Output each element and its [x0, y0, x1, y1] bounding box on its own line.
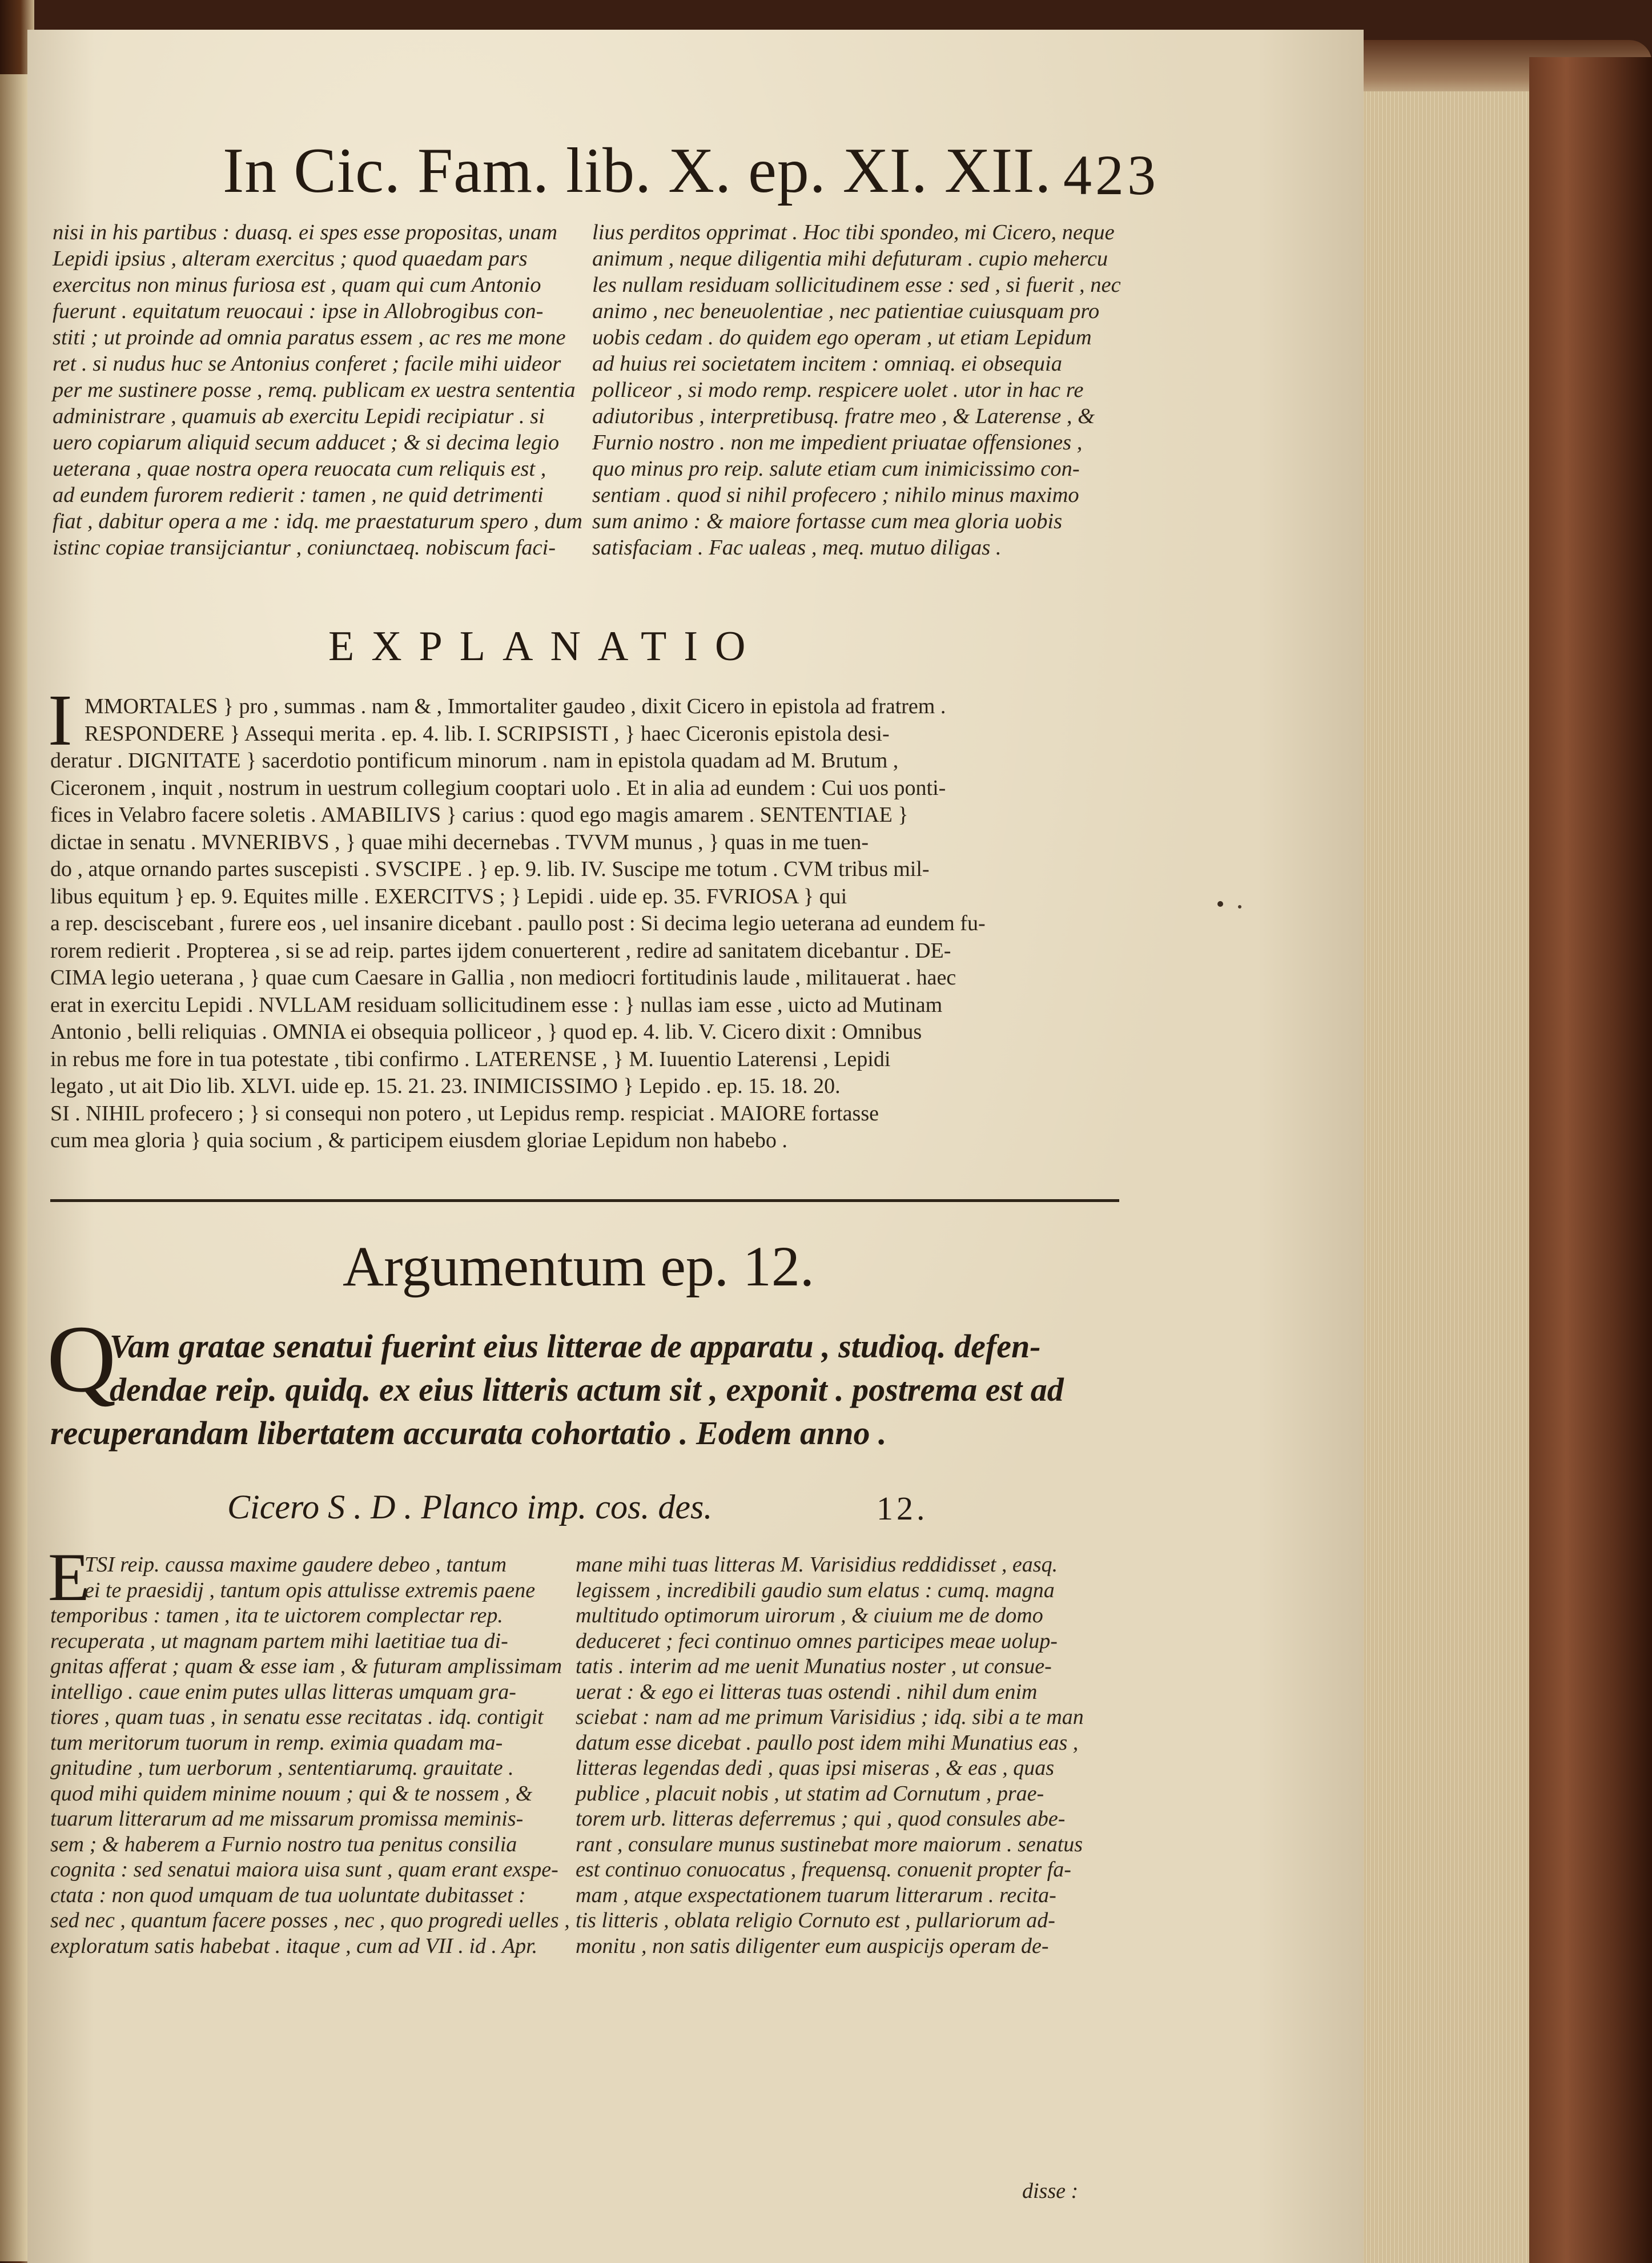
dropcap-letter: E: [48, 1539, 90, 1615]
text-line: CIMA legio ueterana , } quae cum Caesare in Gallia , non mediocri fortitudinis laude , militauerat . haec: [50, 966, 956, 990]
text-line: dendae reip. quidq. ex eius litteris actum sit , exponit . postrema est ad: [110, 1371, 1064, 1408]
text-line: temporibus : tamen , ita te uictorem complectar rep.: [50, 1603, 503, 1627]
text-line: erat in exercitu Lepidi . NVLLAM residuam sollicitudinem esse : } nullas iam esse , uicto ad Mutinam: [50, 992, 943, 1017]
text-line: cum mea gloria } quia socium , & participem eiusdem gloriae Lepidum non habebo .: [50, 1128, 787, 1152]
section-divider: [50, 1199, 1119, 1202]
text-line: uobis cedam . do quidem ego operam , ut etiam Lepidum: [592, 325, 1092, 349]
text-line: fiat , dabitur opera a me : idq. me praestaturum spero , dum: [53, 509, 582, 533]
text-line: intelligo . caue enim putes ullas litteras umquam gra-: [50, 1679, 516, 1704]
text-line: Lepidi ipsius , alteram exercitus ; quod quaedam pars: [53, 247, 528, 271]
text-line: ueterana , quae nostra opera reuocata cum reliquis est ,: [53, 457, 546, 481]
letter-number: 12.: [877, 1490, 929, 1527]
text-line: animo , nec beneuolentiae , nec patientiae cuiusquam pro: [592, 299, 1100, 323]
text-line: satisfaciam . Fac ualeas , meq. mutuo diligas .: [592, 536, 1002, 560]
text-line: cognita : sed senatui maiora uisa sunt , quam erant exspe-: [50, 1858, 558, 1882]
text-line: uero copiarum aliquid secum adducet ; & si decima legio: [53, 431, 560, 455]
text-line: quo minus pro reip. salute etiam cum inimicissimo con-: [592, 457, 1080, 481]
text-line: Ciceronem , inquit , nostrum in uestrum collegium cooptari uolo . Et in alia ad eundem : Cui uos ponti-: [50, 775, 946, 800]
text-line: ad huius rei societatem incitem : omniaq. ei obsequia: [592, 352, 1062, 376]
explanatio-body: [50, 693, 1138, 1155]
text-line: istinc copiae transijciantur , coniunctaeq. nobiscum faci-: [53, 536, 556, 560]
text-line: monitu , non satis diligenter eum auspicijs operam de-: [576, 1934, 1049, 1958]
text-line: legissem , incredibili gaudio sum elatus : cumq. magna: [576, 1578, 1055, 1602]
text-line: Furnio nostro . non me impedient priuatae offensiones ,: [592, 431, 1083, 455]
text-line: torem urb. litteras deferremus ; qui , quod consules abe-: [576, 1807, 1066, 1831]
text-line: Vam gratae senatui fuerint eius litterae de apparatu , studioq. defen-: [110, 1328, 1041, 1365]
section-heading-explanatio: EXPLANATIO: [328, 623, 763, 670]
page-fore-edge: [1364, 91, 1529, 2263]
text-line: ret . si nudus huc se Antonius conferet ; facile mihi uideor: [53, 352, 561, 376]
text-line: rant , consulare munus sustinebat more maiorum . senatus: [576, 1832, 1083, 1856]
text-line: exploratum satis habebat . itaque , cum ad VII . id . Apr.: [50, 1934, 538, 1958]
text-line: multitudo optimorum uirorum , & ciuium me de domo: [576, 1603, 1043, 1627]
text-line: rorem redierit . Propterea , si se ad reip. partes ijdem conuerterent , redire ad sanitatem dicebantur . DE-: [50, 938, 951, 963]
text-line: publice , placuit nobis , ut statim ad Cornutum , prae-: [576, 1781, 1044, 1806]
running-head: In Cic. Fam. lib. X. ep. XI. XII.: [223, 135, 1052, 206]
page-number: 423: [1063, 143, 1159, 207]
text-line: fuerunt . equitatum reuocaui : ipse in Allobrogibus con-: [53, 299, 544, 323]
text-line: libus equitum } ep. 9. Equites mille . EXERCITVS ; } Lepidi . uide ep. 35. FVRIOSA } qui: [50, 884, 847, 909]
text-line: administrare , quamuis ab exercitu Lepidi recipiatur . si: [53, 404, 545, 428]
text-line: sum animo : & maiore fortasse cum mea gloria uobis: [592, 509, 1063, 533]
text-line: recuperata , ut magnam partem mihi laetitiae tua di-: [50, 1629, 508, 1653]
text-line: in rebus me fore in tua potestate , tibi confirmo . LATERENSE , } M. Iuuentio Laterensi , Lepidi: [50, 1047, 891, 1071]
text-line: tiores , quam tuas , in senatu esse recitatas . idq. contigit: [50, 1705, 544, 1729]
catchword: disse :: [1022, 2179, 1079, 2203]
ink-spot: [1217, 901, 1223, 907]
text-line: les nullam residuam sollicitudinem esse : sed , si fuerit , nec: [592, 273, 1121, 297]
text-line: ctata : non quod umquam de tua uoluntate dubitasset :: [50, 1883, 526, 1907]
text-line: TSI reip. caussa maxime gaudere debeo , tantum: [85, 1553, 507, 1577]
text-line: nisi in his partibus : duasq. ei spes esse propositas, unam: [53, 220, 558, 244]
text-line: SI . NIHIL profecero ; } si consequi non potero , ut Lepidus remp. respiciat . MAIORE fortasse: [50, 1101, 879, 1126]
text-line: tum meritorum tuorum in remp. eximia quadam ma-: [50, 1730, 503, 1755]
text-line: sentiam . quod si nihil profecero ; nihilo minus maximo: [592, 483, 1079, 507]
letter-right-column: [576, 1552, 1124, 1959]
text-line: dictae in senatu . MVNERIBVS , } quae mihi decernebas . TVVM munus , } quas in me tuen-: [50, 830, 869, 854]
text-line: ad eundem furorem redierit : tamen , ne quid detrimenti: [53, 483, 544, 507]
book-cover-right: [1529, 57, 1652, 2263]
dropcap-argument: Q: [47, 1306, 116, 1412]
text-line: RESPONDERE } Assequi merita . ep. 4. lib. I. SCRIPSISTI , } haec Ciceronis epistola desi-: [85, 721, 890, 746]
text-line: tis litteris , oblata religio Cornuto est , pullariorum ad-: [576, 1908, 1055, 1932]
argument-body: [50, 1325, 1135, 1455]
letter-salutation: Cicero S . D . Planco imp. cos. des.: [227, 1488, 713, 1526]
text-line: legato , ut ait Dio lib. XLVI. uide ep. 15. 21. 23. INIMICISSIMO } Lepido . ep. 15. 18. 20.: [50, 1074, 841, 1098]
text-line: gnitas afferat ; quam & esse iam , & futuram amplissimam: [50, 1654, 562, 1678]
text-line: fices in Velabro facere soletis . AMABILIVS } carius : quod ego magis amarem . SENTENTIAE }: [50, 803, 909, 827]
text-line: do , atque ornando partes suscepisti . SVSCIPE . } ep. 9. lib. IV. Suscipe me totum . CVM tribus mil-: [50, 857, 930, 881]
text-line: lius perditos opprimat . Hoc tibi spondeo, mi Cicero, neque: [592, 220, 1115, 244]
text-line: adiutoribus , interpretibusq. fratre meo , & Laterense , &: [592, 404, 1095, 428]
text-line: datum esse dicebat . paullo post idem mihi Munatius eas ,: [576, 1730, 1079, 1755]
facing-page-edge: [0, 74, 27, 2261]
text-line: tatis . interim ad me uenit Munatius noster , ut consue-: [576, 1654, 1052, 1678]
text-line: sem ; & haberem a Furnio nostro tua penitus consilia: [50, 1832, 517, 1856]
ink-spot: [1238, 905, 1241, 909]
letter-left-column: [50, 1552, 570, 1959]
text-line: deratur . DIGNITATE } sacerdotio pontificum minorum . nam in epistola quadam ad M. Brutum ,: [50, 749, 899, 773]
text-line: stiti ; ut proinde ad omnia paratus essem , ac res me mone: [53, 325, 566, 349]
text-line: mam , atque exspectationem tuarum litterarum . recita-: [576, 1883, 1056, 1907]
text-line: sed nec , quantum facere posses , nec , quo progredi uelles ,: [50, 1908, 570, 1932]
text-line: gnitudine , tum uerborum , sententiarumq. grauitate .: [50, 1756, 514, 1780]
page-header: [223, 134, 1159, 208]
text-line: litteras legendas dedi , quas ipsi miseras , & eas , quas: [576, 1756, 1055, 1780]
text-line: animum , neque diligentia mihi defuturam . cupio mehercu: [592, 247, 1108, 271]
top-right-column: [592, 219, 1129, 561]
text-line: per me sustinere posse , remq. publicam ex uestra sententia: [53, 378, 576, 402]
text-line: recuperandam libertatem accurata cohortatio . Eodem anno .: [50, 1414, 887, 1452]
text-line: exercitus non minus furiosa est , quam qui cum Antonio: [53, 273, 541, 297]
text-line: polliceor , si modo remp. respicere uolet . utor in hac re: [592, 378, 1084, 402]
text-line: deduceret ; feci continuo omnes participes meae uolup-: [576, 1629, 1058, 1653]
dropcap-explanatio: I: [48, 680, 73, 761]
argument-title: Argumentum ep. 12.: [343, 1235, 814, 1298]
text-line: a rep. desciscebant , furere eos , uel insanire dicebant . paullo post : Si decima legio ueterana ad eundem fu-: [50, 911, 986, 935]
text-line: MMORTALES } pro , summas . nam & , Immortaliter gaudeo , dixit Cicero in epistola ad fratrem .: [85, 694, 946, 718]
text-line: uerat : & ego ei litteras tuas ostendi . nihil dum enim: [576, 1679, 1038, 1704]
text-line: tuarum litterarum ad me missarum promissa meminis-: [50, 1807, 524, 1831]
text-line: est continuo conuocatus , frequensq. conuenit propter fa-: [576, 1858, 1071, 1882]
text-line: quod mihi quidem minime nouum ; qui & te nossem , &: [50, 1781, 533, 1806]
text-line: sciebat : nam ad me primum Varisidius ; idq. sibi a te man: [576, 1705, 1084, 1729]
top-left-column: [53, 219, 582, 561]
text-line: ei te praesidij , tantum opis attulisse extremis paene: [85, 1578, 536, 1602]
text-line: mane mihi tuas litteras M. Varisidius reddidisset , easq.: [576, 1553, 1058, 1577]
text-line: Antonio , belli reliquias . OMNIA ei obsequia polliceor , } quod ep. 4. lib. V. Cicero dixit : Omnibus: [50, 1020, 922, 1044]
